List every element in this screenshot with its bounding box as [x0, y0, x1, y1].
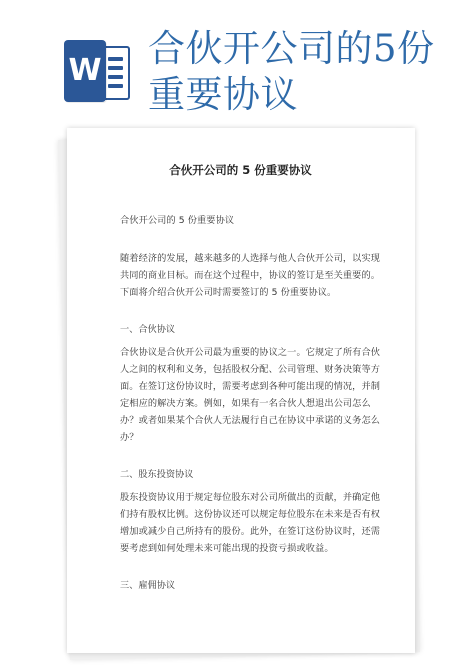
word-document-icon [64, 40, 132, 104]
section-heading-partnership: 一、合伙协议 [120, 324, 176, 335]
document-subtitle: 合伙开公司的 5 份重要协议 [120, 215, 235, 226]
document-page [67, 128, 415, 653]
banner-title-line2: 重要协议 [148, 73, 298, 116]
word-icon-letter: W [64, 40, 106, 102]
section-body-shareholder-investment: 股东投资协议用于规定每位股东对公司所做出的贡献，并确定他们持有股权比例。这份协议还可以规定每位股东在未来是否有权增加或减少自己所持有的股份。此外，在签订这份协议时，还需要考虑到如何处理未来可能出现的投资亏损或收益。 [120, 492, 381, 554]
banner-title-line1: 合伙开公司的5份 [148, 27, 435, 70]
section-body-partnership: 合伙协议是合伙开公司最为重要的协议之一。它规定了所有合伙人之间的权利和义务，包括股权分配、公司管理、财务决策等方面。在签订这份协议时，需要考虑到各种可能出现的情况，并制定相应的解决方案。例如，如果有一名合伙人想退出公司怎么办？或者如果某个合伙人无法履行自己在协议中承诺的义务怎么办？ [120, 347, 381, 443]
section-heading-shareholder-investment: 二、股东投资协议 [120, 469, 194, 480]
intro-paragraph: 随着经济的发展，越来越多的人选择与他人合伙开公司，以实现共同的商业目标。而在这个过程中，协议的签订是至关重要的。下面将介绍合伙开公司时需要签订的 5 份重要协议。 [120, 253, 381, 298]
document-title: 合伙开公司的 5 份重要协议 [169, 163, 312, 177]
section-heading-employment: 三、雇佣协议 [120, 580, 176, 591]
banner-title [148, 26, 468, 118]
